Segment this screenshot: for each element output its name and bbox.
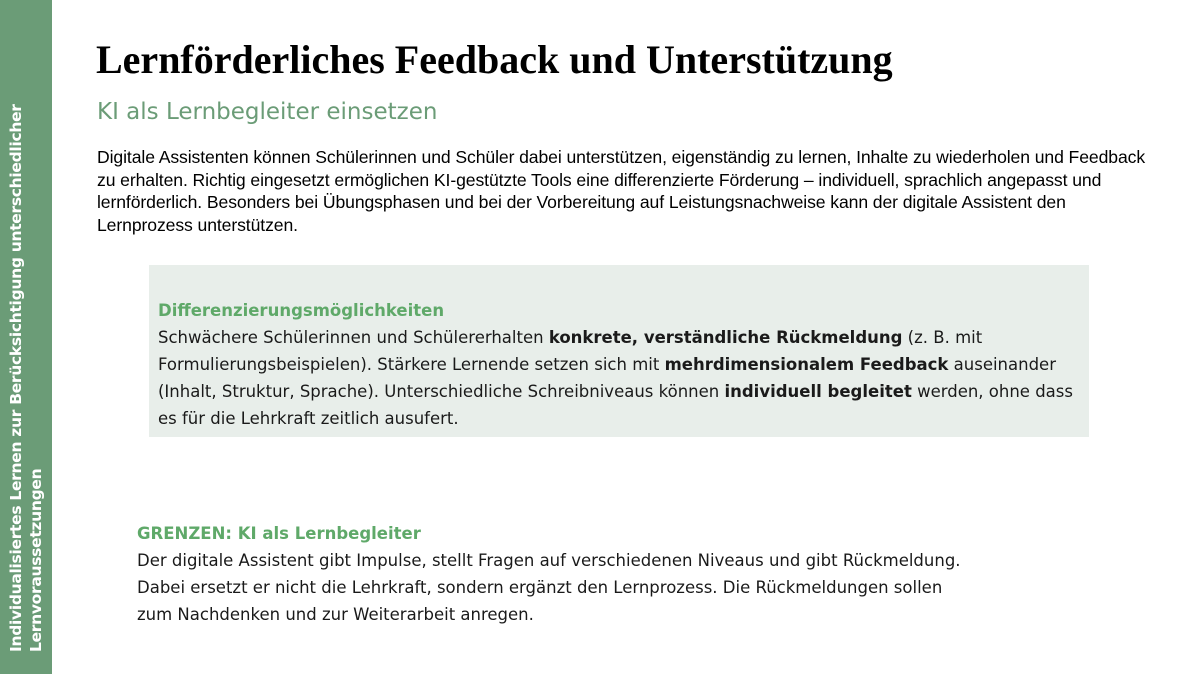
differentiation-text (158, 324, 1083, 432)
limits-section (137, 521, 1097, 628)
differentiation-heading: Differenzierungsmöglichkeiten (158, 301, 445, 320)
differentiation-bold1: konkrete, verständliche Rückmeldung (548, 328, 903, 347)
sidebar-label (0, 0, 52, 674)
differentiation-bold3: individuell begleitet (724, 382, 912, 401)
sidebar-label-line2: Lernvoraussetzungen (27, 468, 45, 652)
differentiation-bold2: mehrdimensionalem Feedback (664, 355, 949, 374)
differentiation-content (158, 298, 1083, 432)
page-title: Lernförderliches Feedback und Unterstützung (96, 37, 893, 82)
differentiation-text-part4: werden, ohne dass es für die Lehrkraft zeitlich ausufert. (158, 382, 1073, 428)
limits-line3: zum Nachdenken und zur Weiterarbeit anregen. (137, 605, 534, 624)
differentiation-box (149, 265, 1089, 437)
differentiation-text-part1: Schwächere Schülerinnen und Schülererhalten (158, 328, 549, 347)
intro-paragraph: Digitale Assistenten können Schülerinnen und Schüler dabei unterstützen, eigenständig zu lernen, Inhalte zu wiederholen und Feedback zu erhalten. Richtig eingesetzt ermöglichen KI-gestützte Tools eine differenzierte Förderung – individuell, sprachlich angepasst und lernförderlich. Besonders bei Übungsphasen und bei der Vorbereitung auf Leistungsnachweise kann der digitale Assistent den Lernprozess unterstützen. (97, 147, 1146, 235)
limits-line2: Dabei ersetzt er nicht die Lehrkraft, sondern ergänzt den Lernprozess. Die Rückmeldungen sollen (137, 578, 943, 597)
limits-heading: GRENZEN: KI als Lernbegleiter (137, 524, 421, 543)
sidebar-label-line1: Individualisiertes Lernen zur Berücksichtigung unterschiedlicher (7, 104, 25, 652)
limits-line1: Der digitale Assistent gibt Impulse, stellt Fragen auf verschiedenen Niveaus und gibt Rückmeldung. (137, 551, 961, 570)
differentiation-text-part2: (z. B. mit Formulierungsbeispielen). Stärkere Lernende setzen sich mit (158, 328, 983, 374)
sidebar (0, 0, 52, 674)
differentiation-text-part3: auseinander (Inhalt, Struktur, Sprache). Unterschiedliche Schreibniveaus können (158, 355, 1056, 401)
page-subtitle: KI als Lernbegleiter einsetzen (97, 99, 438, 125)
